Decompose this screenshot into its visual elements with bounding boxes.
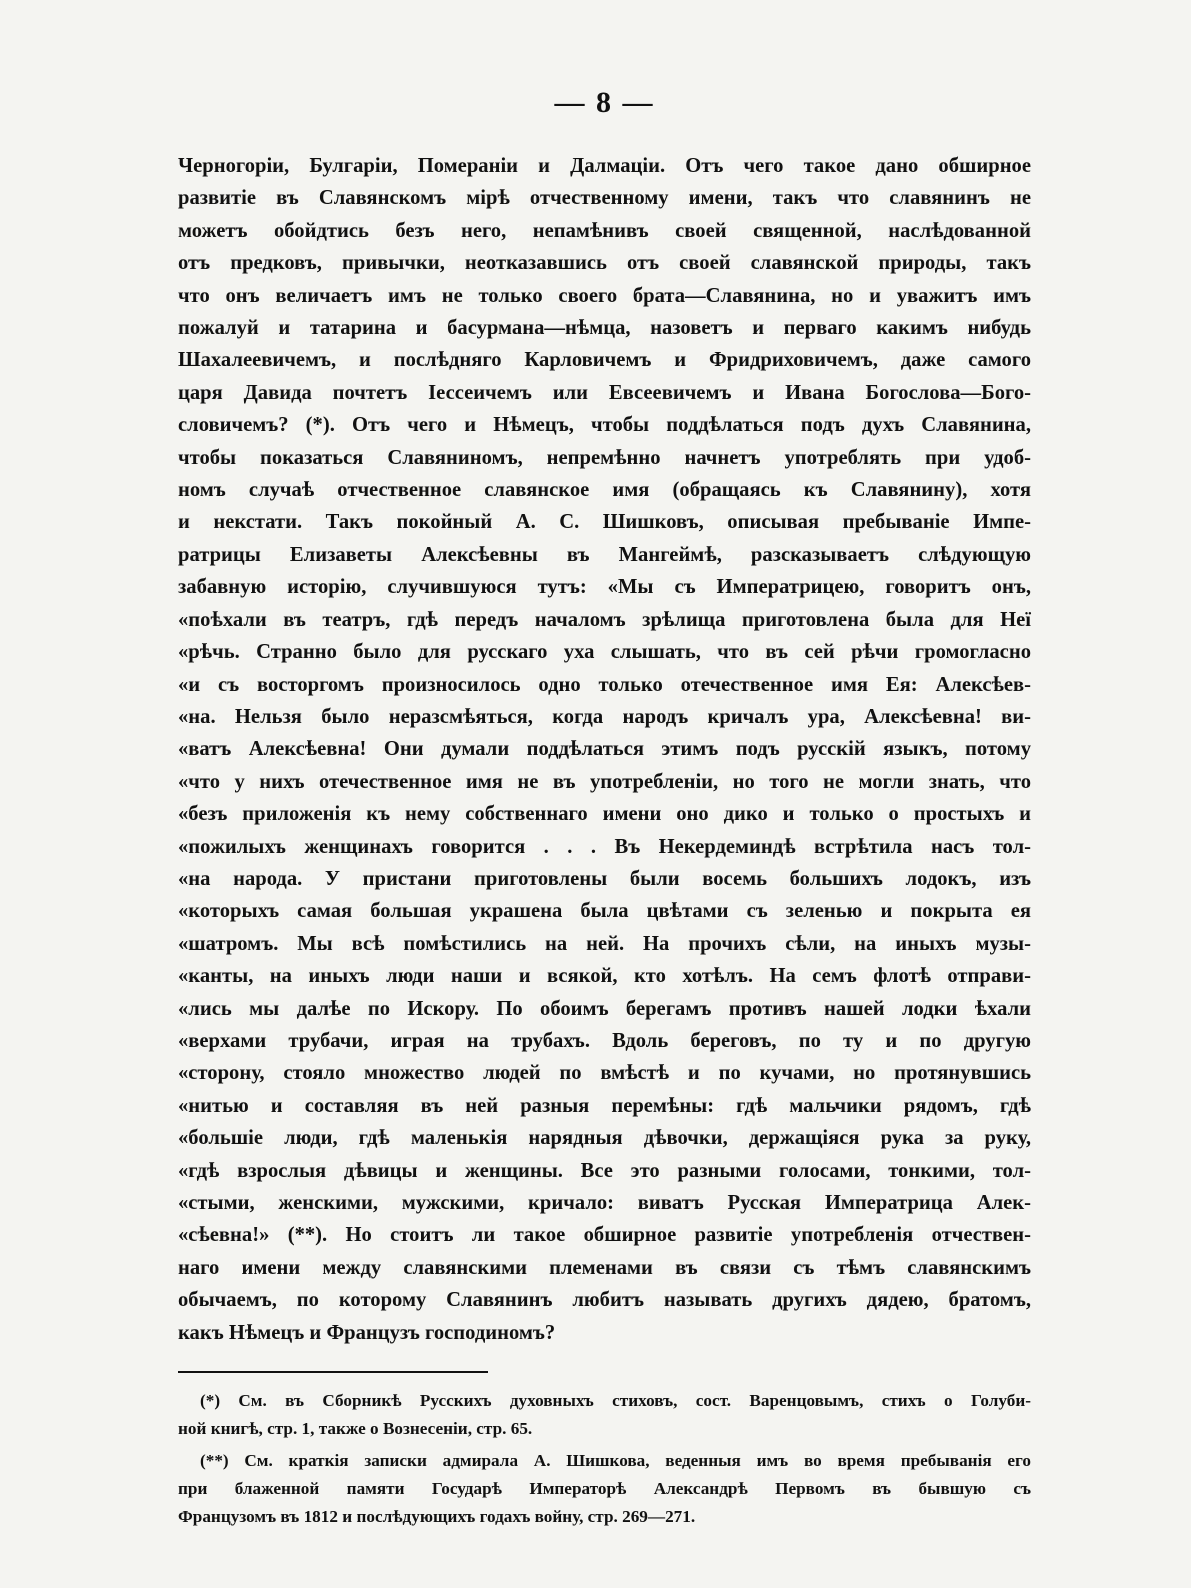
- body-line: чтобы показаться Славяниномъ, непремѣнно начнетъ употреблять при удоб-: [178, 446, 1031, 469]
- body-line: обычаемъ, по которому Славянинъ любитъ называть другихъ дядею, братомъ,: [178, 1289, 1031, 1312]
- footnote-line: (**) См. краткія записки адмирала А. Шишкова, веденныя имъ во время пребыванія его: [200, 1451, 1031, 1471]
- body-line: развитіе въ Славянскомъ мірѣ отчественному имени, такъ что славянинъ не: [178, 187, 1031, 210]
- body-line: «большіе люди, гдѣ маленькія нарядныя дѣвочки, держащіяся рука за руку,: [178, 1127, 1031, 1150]
- body-line: «рѣчь. Странно было для русскаго уха слышать, что въ сей рѣчи громогласно: [178, 641, 1031, 664]
- body-line: «сѣевна!» (**). Но стоитъ ли такое обширное развитіе употребленія отчествен-: [178, 1224, 1031, 1247]
- body-line: ратрицы Елизаветы Алексѣевны въ Мангеймѣ, разсказываетъ слѣдующую: [178, 543, 1031, 566]
- body-text: [178, 150, 1031, 1349]
- footnotes: [178, 1387, 1031, 1531]
- footnote: [178, 1387, 1031, 1443]
- page-number: — 8 —: [554, 86, 655, 119]
- body-line: «ватъ Алексѣевна! Они думали поддѣлаться этимъ подъ русскій языкъ, потому: [178, 738, 1031, 761]
- footnote-line: ной книгѣ, стр. 1, также о Вознесеніи, стр. 65.: [178, 1419, 533, 1439]
- footnote-divider: [178, 1371, 488, 1373]
- body-line: «канты, на иныхъ люди наши и всякой, кто хотѣлъ. На семъ флотѣ отправи-: [178, 965, 1031, 988]
- footnote-line: Французомъ въ 1812 и послѣдующихъ годахъ войну, стр. 269—271.: [178, 1507, 696, 1527]
- body-line: наго имени между славянскими племенами въ связи съ тѣмъ славянскимъ: [178, 1256, 1031, 1279]
- body-line: «на. Нельзя было неразсмѣяться, когда народъ кричалъ ура, Алексѣевна! ви-: [178, 705, 1031, 728]
- body-line: «стыми, женскими, мужскими, кричало: виватъ Русская Императрица Алек-: [178, 1192, 1031, 1214]
- body-line: «которыхъ самая большая украшена была цвѣтами съ зеленью и покрыта ея: [178, 900, 1031, 923]
- body-line: пожалуй и татарина и басурмана—нѣмца, назоветъ и перваго какимъ нибудь: [178, 317, 1031, 340]
- body-line: забавную исторію, случившуюся тутъ: «Мы съ Императрицею, говоритъ онъ,: [178, 576, 1031, 599]
- footnote-line: (*) См. въ Сборникѣ Русскихъ духовныхъ стиховъ, сост. Варенцовымъ, стихъ о Голуби-: [200, 1391, 1031, 1411]
- body-line: «поѣхали въ театръ, гдѣ передъ началомъ зрѣлища приготовлена была для Неї: [178, 608, 1031, 631]
- body-line: «верхами трубачи, играя на трубахъ. Вдоль береговъ, по ту и по другую: [178, 1029, 1031, 1052]
- body-line: что онъ величаетъ имъ не только своего брата—Славянина, но и уважитъ имъ: [178, 284, 1031, 307]
- body-line: Шахалеевичемъ, и послѣдняго Карловичемъ и Фридриховичемъ, даже самого: [178, 349, 1031, 372]
- footnote-line: при блаженной памяти Государѣ Императорѣ Александрѣ Первомъ въ бывшую съ: [178, 1479, 1031, 1499]
- body-line: какъ Нѣмецъ и Французъ господиномъ?: [178, 1321, 556, 1344]
- body-line: «что у нихъ отечественное имя не въ употребленіи, но того не могли знать, что: [178, 770, 1031, 793]
- body-line: «нитью и составляя въ ней разныя перемѣны: гдѣ мальчики рядомъ, гдѣ: [178, 1094, 1031, 1117]
- body-line: отъ предковъ, привычки, неотказавшись отъ своей славянской природы, такъ: [178, 252, 1031, 275]
- body-line: и некстати. Такъ покойный А. С. Шишковъ, описывая пребываніе Импе-: [178, 511, 1031, 534]
- body-line: «и съ восторгомъ произносилось одно только отечественное имя Ея: Алексѣев-: [178, 673, 1031, 696]
- body-line: «сторону, стояло множество людей по вмѣстѣ и по кучами, но протянувшись: [178, 1062, 1031, 1085]
- body-line: «на народа. У пристани приготовлены были восемь большихъ лодокъ, изъ: [178, 867, 1031, 890]
- body-line: «гдѣ взрослыя дѣвицы и женщины. Все это разными голосами, тонкими, тол-: [178, 1159, 1031, 1182]
- body-line: можетъ обойдтись безъ него, непамѣнивъ своей священной, наслѣдованной: [178, 219, 1031, 242]
- body-line: словичемъ? (*). Отъ чего и Нѣмецъ, чтобы поддѣлаться подъ духъ Славянина,: [178, 414, 1031, 437]
- body-line: царя Давида почтетъ Іессеичемъ или Евсеевичемъ и Ивана Богослова—Бого-: [178, 381, 1031, 404]
- body-line: «безъ приложенія къ нему собственнаго имени оно дико и только о простыхъ и: [178, 803, 1031, 826]
- body-line: «пожилыхъ женщинахъ говорится . . . Въ Некердеминдѣ встрѣтила насъ тол-: [178, 835, 1031, 858]
- body-line: Черногоріи, Булгаріи, Помераніи и Далмаціи. Отъ чего такое дано обширное: [178, 155, 1031, 177]
- body-line: «шатромъ. Мы всѣ помѣстились на ней. На прочихъ сѣли, на иныхъ музы-: [178, 932, 1031, 955]
- footnote: [178, 1447, 1031, 1531]
- body-line: «лись мы далѣе по Искору. По обоимъ берегамъ противъ нашей лодки ѣхали: [178, 997, 1031, 1020]
- body-line: номъ случаѣ отчественное славянское имя (обращаясь къ Славянину), хотя: [178, 479, 1031, 502]
